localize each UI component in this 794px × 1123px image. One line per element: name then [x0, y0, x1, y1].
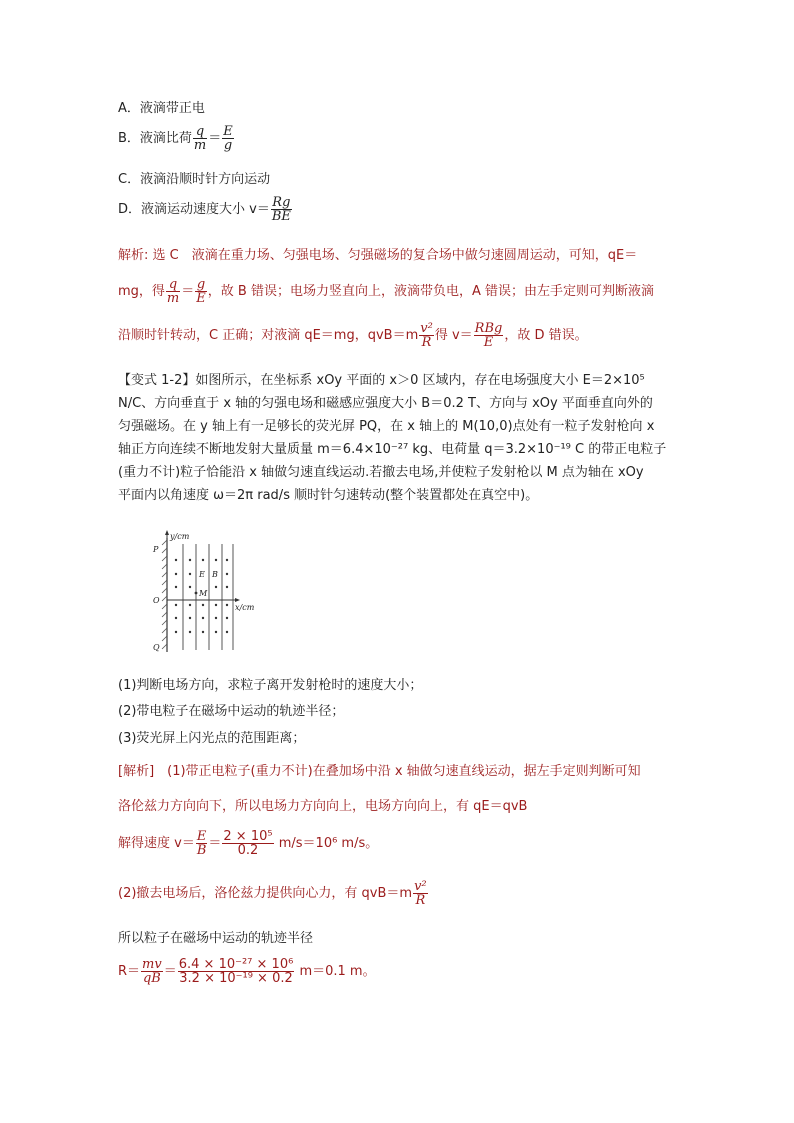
question-2: (2)带电粒子在磁场中运动的轨迹半径；	[118, 704, 345, 719]
solution-line-4	[118, 880, 429, 907]
fraction	[178, 958, 295, 985]
fraction-numerator: E	[223, 124, 233, 139]
fraction-numerator: E	[196, 829, 207, 844]
problem-line-2: N/C、方向垂直于 x 轴的匀强电场和磁感应强度大小 B＝0.2 T、方向与 xOy 平面垂直向外的	[118, 396, 653, 411]
fraction-numerator: Rg	[272, 195, 291, 210]
analysis-text: ，故 B 错误；电场力竖直向上，液滴带负电，A 错误；由左手定则可判断液滴	[207, 284, 654, 299]
label-o: O	[153, 596, 160, 605]
fraction-numerator: mv	[142, 957, 162, 972]
equals-sign: ＝	[208, 131, 222, 146]
fraction	[474, 322, 504, 349]
analysis-line-3	[118, 322, 588, 349]
problem-line-3: 匀强磁场。在 y 轴上有一足够长的荧光屏 PQ，在 x 轴上的 M(10,0)点处有一粒子发射枪向 x	[118, 419, 655, 434]
problem-line-5: (重力不计)粒子恰能沿 x 轴做匀速直线运动.若撤去电场,并使粒子发射枪以 M 点为轴在 xOy	[118, 465, 644, 480]
fraction-denominator: m	[193, 138, 207, 153]
fraction	[166, 278, 180, 305]
x-axis-label: x/cm	[235, 603, 255, 612]
fraction	[413, 880, 428, 907]
solution-line-1: [解析] (1)带正电粒子(重力不计)在叠加场中沿 x 轴做匀速直线运动，据左手定则判断可知	[118, 764, 641, 779]
analysis-line-2	[118, 278, 654, 305]
fraction-numerator: v²	[414, 879, 427, 894]
analysis-text: ，故 D 错误。	[504, 328, 588, 343]
label-e: E	[199, 570, 205, 579]
analysis-line-1: 解析: 选 C 液滴在重力场、匀强电场、匀强磁场的复合场中做匀速圆周运动，可知，qE＝	[118, 248, 638, 263]
question-1: (1)判断电场方向，求粒子离开发射枪时的速度大小；	[118, 678, 423, 693]
fraction-denominator: 0.2	[237, 843, 259, 858]
solution-line-2: 洛伦兹力方向向下，所以电场力方向向上，电场方向向上，有 qE＝qvB	[118, 799, 528, 814]
fraction-numerator: RBg	[474, 321, 503, 336]
fraction	[196, 830, 208, 857]
solution-text: R＝	[118, 964, 141, 979]
equals-sign: ＝	[163, 964, 177, 979]
fraction-denominator: qB	[142, 971, 161, 986]
equals-sign: ＝	[181, 284, 195, 299]
solution-line-3	[118, 830, 378, 857]
solution-text: m＝0.1 m。	[295, 964, 376, 979]
y-axis	[165, 530, 169, 538]
fraction-numerator: q	[166, 278, 180, 292]
solution-line-5: 所以粒子在磁场中运动的轨迹半径	[118, 931, 314, 946]
field-diagram	[143, 530, 273, 664]
option-b	[118, 125, 235, 152]
solution-text: 解得速度 v＝	[118, 836, 195, 851]
fraction-rg-over-be	[271, 196, 292, 223]
fraction-denominator: E	[483, 335, 494, 350]
fraction-e-over-g	[222, 125, 234, 152]
option-b-prefix: B．液滴比荷	[118, 131, 192, 146]
fraction-denominator: R	[415, 893, 426, 908]
fraction-q-over-m	[193, 125, 207, 152]
question-3: (3)荧光屏上闪光点的范围距离；	[118, 731, 306, 746]
fraction-denominator: g	[223, 138, 233, 153]
fraction-numerator: q	[193, 125, 207, 139]
solution-line-6	[118, 958, 376, 985]
field-diagram-svg	[143, 530, 273, 660]
label-m: M	[199, 589, 208, 598]
fraction-denominator: m	[166, 291, 180, 306]
fraction	[419, 322, 434, 349]
fraction-numerator: 2 × 10⁵	[223, 829, 273, 844]
problem-line-1: 【变式 1-2】如图所示，在坐标系 xOy 平面的 x＞0 区域内，存在电场强度大小 E＝2×10⁵	[118, 373, 645, 388]
solution-text: (2)撤去电场后，洛伦兹力提供向心力，有 qvB＝m	[118, 886, 413, 901]
analysis-text: 沿顺时针转动，C 正确；对液滴 qE＝mg，qvB＝m	[118, 328, 419, 343]
fraction-denominator: 3.2 × 10⁻¹⁹ × 0.2	[179, 971, 293, 986]
fraction-numerator: 6.4 × 10⁻²⁷ × 10⁶	[178, 957, 294, 972]
fraction-denominator: B	[196, 843, 207, 858]
fraction-numerator: v²	[420, 321, 433, 336]
option-c: C．液滴沿顺时针方向运动	[118, 172, 271, 187]
fluorescent-screen-hatch	[162, 538, 167, 652]
fraction	[141, 958, 163, 985]
problem-line-4: 轴正方向连续不断地发射大量质量 m＝6.4×10⁻²⁷ kg、电荷量 q＝3.2×10⁻¹⁹ C 的带正电粒子	[118, 442, 667, 457]
option-a: A．液滴带正电	[118, 101, 205, 116]
label-q: Q	[153, 643, 160, 652]
fraction	[222, 830, 273, 857]
analysis-text: mg，得	[118, 284, 165, 299]
fraction	[195, 278, 207, 305]
fraction-denominator: R	[421, 335, 432, 350]
option-d-prefix: D．液滴运动速度大小 v＝	[118, 202, 270, 217]
label-b: B	[212, 570, 218, 579]
solution-text: m/s＝10⁶ m/s。	[274, 836, 379, 851]
label-p: P	[153, 545, 159, 554]
fraction-numerator: g	[196, 277, 206, 292]
x-axis	[167, 598, 240, 602]
analysis-text: 得 v＝	[434, 328, 473, 343]
option-d	[118, 196, 293, 223]
equals-sign: ＝	[208, 836, 222, 851]
fraction-denominator: E	[196, 291, 206, 306]
y-axis-label: y/cm	[170, 532, 190, 541]
fraction-denominator: BE	[271, 209, 291, 224]
problem-line-6: 平面内以角速度 ω＝2π rad/s 顺时针匀速转动(整个装置都处在真空中)。	[118, 488, 539, 503]
